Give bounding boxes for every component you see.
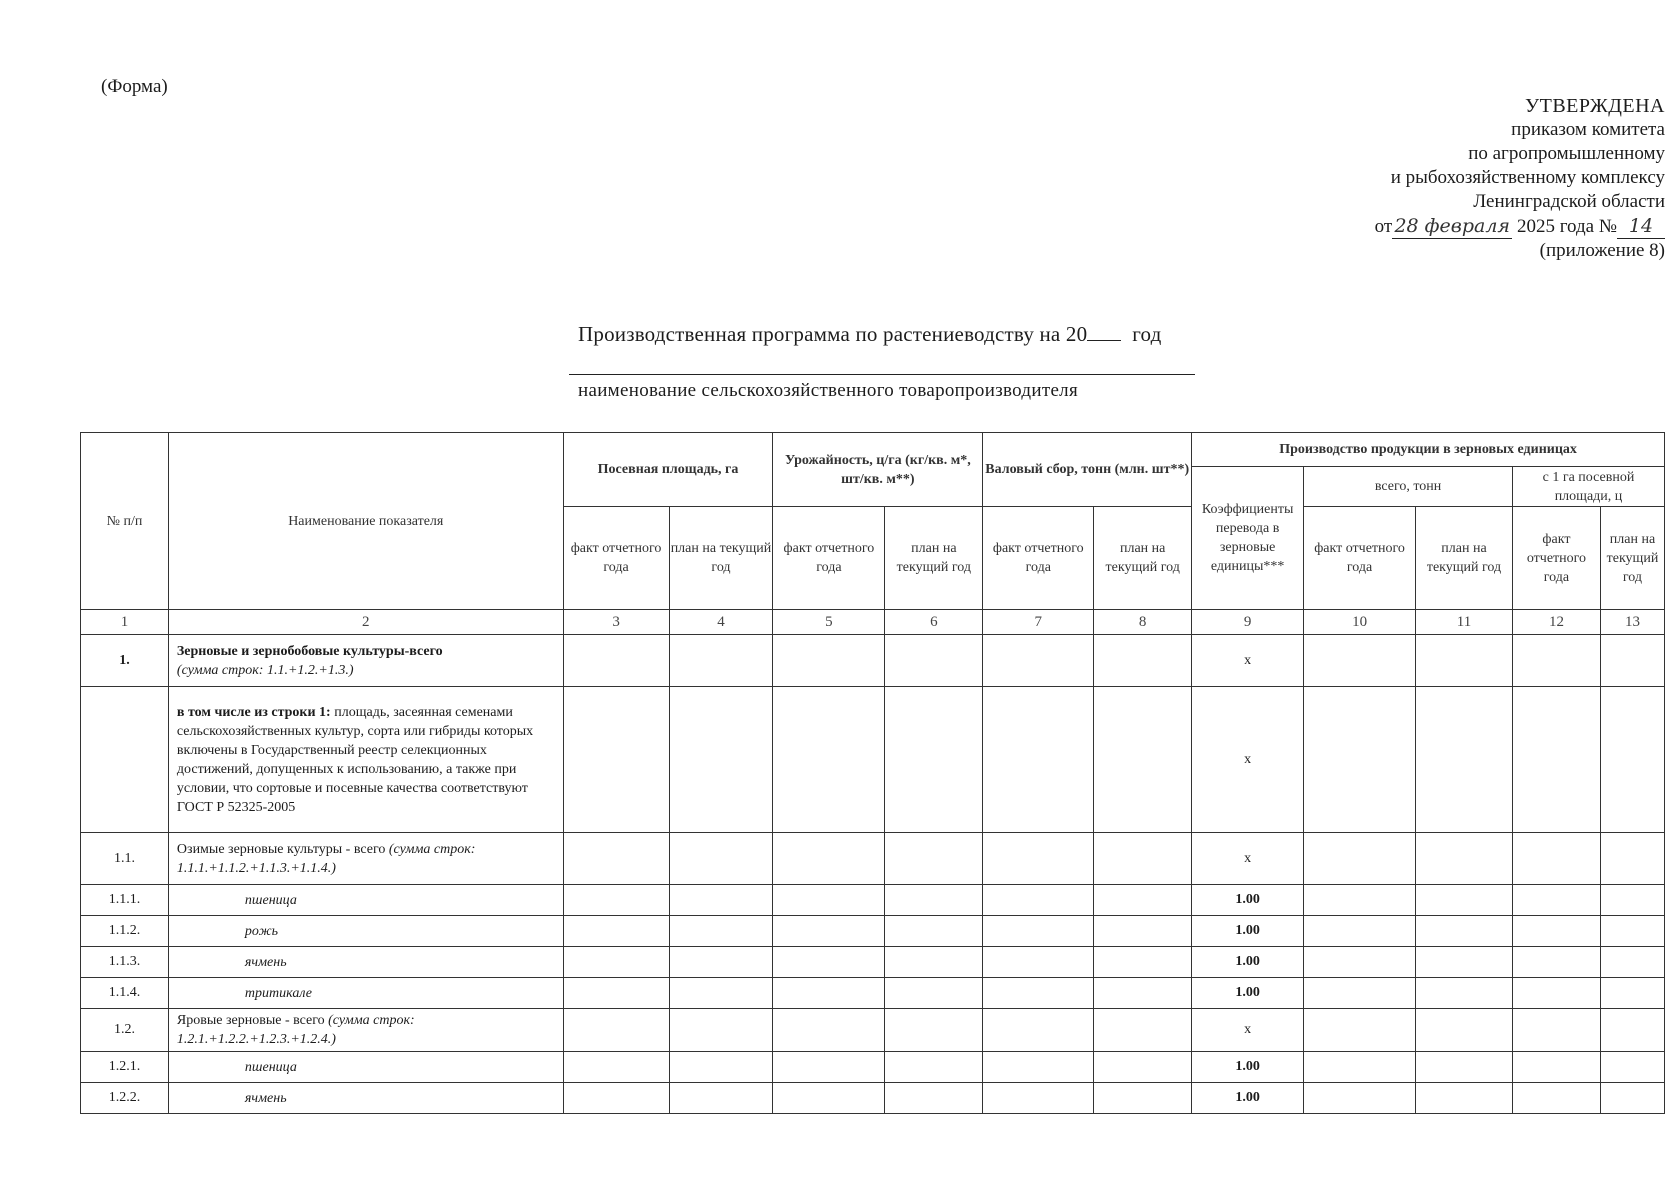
data-cell (1416, 916, 1513, 947)
column-number: 8 (1094, 610, 1192, 635)
appendix-label: (приложение 8) (1539, 240, 1665, 261)
data-cell (885, 635, 983, 687)
table-row (81, 1009, 1665, 1052)
name-italic: (сумма строк: 1.1.1.+1.1.2.+1.1.3.+1.1.4.) (176, 841, 476, 876)
data-cell (1416, 1083, 1513, 1114)
header-plan: план на текущий год (885, 507, 983, 610)
data-cell (983, 1083, 1094, 1114)
data-cell (885, 885, 983, 916)
data-cell (773, 635, 885, 687)
data-cell (1416, 1052, 1513, 1083)
data-cell (1600, 833, 1664, 885)
data-cell (983, 1009, 1094, 1052)
approval-stamp-block (1145, 94, 1665, 263)
data-cell (669, 947, 773, 978)
conversion-coefficient-cell: х (1192, 1009, 1304, 1052)
indicator-name (168, 833, 563, 885)
approval-line-1: приказом комитета (1511, 119, 1665, 140)
column-number: 13 (1600, 610, 1664, 635)
data-cell (1094, 1052, 1192, 1083)
data-cell (1416, 947, 1513, 978)
data-cell (1600, 687, 1664, 833)
row-number: 1.2.2. (81, 1083, 169, 1114)
name-bold: Зерновые и зернобобовые культуры-всего (176, 643, 443, 659)
name-ind: ячмень (244, 954, 287, 970)
approval-date-line (1145, 214, 1665, 239)
name-ind: пшеница (244, 1059, 297, 1075)
data-cell (1304, 687, 1416, 833)
data-cell (1094, 947, 1192, 978)
header-fact: факт отчетного года (1304, 507, 1416, 610)
data-cell (773, 885, 885, 916)
data-cell (563, 978, 669, 1009)
header-fact: факт отчетного года (1512, 507, 1600, 610)
data-cell (1304, 1052, 1416, 1083)
header-fact: факт отчетного года (983, 507, 1094, 610)
data-cell (669, 916, 773, 947)
data-cell (1600, 1083, 1664, 1114)
conversion-coefficient-cell: 1.00 (1192, 947, 1304, 978)
table-row (81, 635, 1665, 687)
data-cell (1094, 687, 1192, 833)
data-cell (1600, 978, 1664, 1009)
row-number: 1.1.1. (81, 885, 169, 916)
header-plan: план на текущий год (1094, 507, 1192, 610)
data-cell (669, 978, 773, 1009)
data-cell (1304, 978, 1416, 1009)
data-cell (983, 947, 1094, 978)
conversion-coefficient-cell: 1.00 (1192, 885, 1304, 916)
indicator-name (168, 916, 563, 947)
data-cell (983, 687, 1094, 833)
year-blank (1087, 326, 1121, 341)
header-conversion-coefficient: Коэффициенты перевода в зерновые единицы*** (1192, 467, 1304, 610)
data-cell (1304, 635, 1416, 687)
data-cell (1416, 885, 1513, 916)
header-total-tonnes: всего, тонн (1304, 467, 1513, 507)
data-cell (1304, 885, 1416, 916)
conversion-coefficient-cell: 1.00 (1192, 1052, 1304, 1083)
indicator-name (168, 885, 563, 916)
data-cell (773, 916, 885, 947)
producer-name-line (569, 374, 1195, 375)
data-cell (773, 978, 885, 1009)
data-cell (1416, 833, 1513, 885)
name-plain: Озимые зерновые культуры - всего (176, 841, 389, 857)
data-cell (1600, 1052, 1664, 1083)
name-ind: ячмень (244, 1090, 287, 1106)
data-cell (1600, 916, 1664, 947)
data-cell (885, 978, 983, 1009)
row-number: 1.1.4. (81, 978, 169, 1009)
data-cell (1094, 833, 1192, 885)
data-cell (669, 1083, 773, 1114)
conversion-coefficient-cell: х (1192, 687, 1304, 833)
column-number: 6 (885, 610, 983, 635)
header-indicator-name: Наименование показателя (168, 433, 563, 610)
indicator-name (168, 1083, 563, 1114)
header-fact: факт отчетного года (563, 507, 669, 610)
data-cell (1416, 978, 1513, 1009)
year-text: 2025 года № (1516, 216, 1617, 237)
data-cell (1600, 1009, 1664, 1052)
data-cell (773, 947, 885, 978)
form-label: (Форма) (101, 76, 168, 97)
column-number: 5 (773, 610, 885, 635)
data-cell (1512, 1009, 1600, 1052)
data-cell (563, 1052, 669, 1083)
row-number: 1. (81, 635, 169, 687)
header-row-number: № п/п (81, 433, 169, 610)
data-cell (1304, 1083, 1416, 1114)
data-cell (1094, 1083, 1192, 1114)
data-cell (1512, 885, 1600, 916)
data-cell (773, 833, 885, 885)
data-cell (1304, 947, 1416, 978)
data-cell (983, 916, 1094, 947)
data-cell (563, 1009, 669, 1052)
conversion-coefficient-cell: х (1192, 635, 1304, 687)
data-cell (1304, 833, 1416, 885)
data-cell (1512, 947, 1600, 978)
data-cell (1094, 978, 1192, 1009)
indicator-name (168, 1052, 563, 1083)
table-row (81, 833, 1665, 885)
data-cell (1304, 1009, 1416, 1052)
row-number: 1.1.2. (81, 916, 169, 947)
row-number: 1.2.1. (81, 1052, 169, 1083)
data-cell (1416, 687, 1513, 833)
indicator-name (168, 1009, 563, 1052)
name-italic: (сумма строк: 1.2.1.+1.2.2.+1.2.3.+1.2.4.) (176, 1013, 415, 1047)
column-number: 1 (81, 610, 169, 635)
name-ind: рожь (244, 923, 278, 939)
document-title (578, 322, 1161, 347)
data-cell (563, 885, 669, 916)
data-cell (563, 635, 669, 687)
title-suffix: год (1132, 322, 1162, 346)
data-cell (1600, 885, 1664, 916)
data-cell (1094, 635, 1192, 687)
data-cell (563, 1083, 669, 1114)
name-ind: тритикале (244, 985, 313, 1001)
data-cell (669, 885, 773, 916)
data-cell (1600, 947, 1664, 978)
data-cell (563, 833, 669, 885)
header-plan: план на текущий год (1416, 507, 1513, 610)
table-row (81, 978, 1665, 1009)
table-row (81, 916, 1665, 947)
header-plan: план на текущий год (669, 507, 773, 610)
production-program-table (80, 432, 1665, 1114)
data-cell (669, 1009, 773, 1052)
column-number: 11 (1416, 610, 1513, 635)
name-rest: площадь, засеянная семенами сельскохозяйственных культур, сорта или гибриды которых включены в Государственный реестр селекционных достижений, допущенных к использованию, а также при условии, что сортовые и посевные качества соответствуют ГОСТ Р 52325-2005 (176, 704, 534, 815)
indicator-name (168, 947, 563, 978)
data-cell (773, 1052, 885, 1083)
producer-name-caption: наименование сельскохозяйственного товаропроизводителя (578, 380, 1078, 401)
data-cell (885, 1009, 983, 1052)
row-number: 1.2. (81, 1009, 169, 1052)
data-cell (1416, 635, 1513, 687)
name-bold: в том числе из строки 1: (176, 704, 331, 720)
data-cell (885, 687, 983, 833)
data-cell (1512, 833, 1600, 885)
data-cell (773, 1009, 885, 1052)
approval-heading: УТВЕРЖДЕНА (1524, 95, 1665, 117)
header-grain-units-production: Производство продукции в зерновых единицах (1192, 433, 1665, 467)
data-cell (1094, 885, 1192, 916)
header-fact: факт отчетного года (773, 507, 885, 610)
row-number: 1.1.3. (81, 947, 169, 978)
data-cell (669, 635, 773, 687)
data-cell (773, 1083, 885, 1114)
data-cell (1304, 916, 1416, 947)
data-cell (563, 687, 669, 833)
indicator-name (168, 978, 563, 1009)
data-cell (1512, 1052, 1600, 1083)
handwritten-date: 28 февраля (1392, 214, 1512, 239)
data-cell (773, 687, 885, 833)
data-cell (669, 1052, 773, 1083)
column-number: 7 (983, 610, 1094, 635)
data-cell (1512, 635, 1600, 687)
date-prefix: от (1374, 216, 1393, 237)
data-cell (885, 947, 983, 978)
conversion-coefficient-cell: х (1192, 833, 1304, 885)
data-cell (885, 1083, 983, 1114)
data-cell (1512, 687, 1600, 833)
column-number: 12 (1512, 610, 1600, 635)
handwritten-order-number: 14 (1617, 214, 1665, 239)
table-row (81, 947, 1665, 978)
row-number (81, 687, 169, 833)
data-cell (1512, 978, 1600, 1009)
column-number: 4 (669, 610, 773, 635)
indicator-name (168, 687, 563, 833)
data-cell (1512, 916, 1600, 947)
name-ind: пшеница (244, 892, 297, 908)
data-cell (983, 635, 1094, 687)
header-yield: Урожайность, ц/га (кг/кв. м*, шт/кв. м**) (773, 433, 983, 507)
data-cell (1416, 1009, 1513, 1052)
row-number: 1.1. (81, 833, 169, 885)
table-row (81, 1083, 1665, 1114)
approval-line-3: и рыбохозяйственному комплексу (1390, 167, 1665, 188)
column-number: 2 (168, 610, 563, 635)
header-plan: план на текущий год (1600, 507, 1664, 610)
approval-line-2: по агропромышленному (1468, 143, 1665, 164)
name-italic: (сумма строк: 1.1.+1.2.+1.3.) (176, 662, 354, 678)
header-sown-area: Посевная площадь, га (563, 433, 773, 507)
conversion-coefficient-cell: 1.00 (1192, 916, 1304, 947)
data-cell (983, 978, 1094, 1009)
column-number: 3 (563, 610, 669, 635)
conversion-coefficient-cell: 1.00 (1192, 978, 1304, 1009)
approval-line-4: Ленинградской области (1473, 191, 1665, 212)
data-cell (669, 687, 773, 833)
header-per-hectare: с 1 га посевной площади, ц (1512, 467, 1664, 507)
name-plain: Яровые зерновые - всего (176, 1013, 329, 1028)
data-cell (563, 916, 669, 947)
data-cell (885, 1052, 983, 1083)
data-cell (885, 833, 983, 885)
column-number: 10 (1304, 610, 1416, 635)
column-number-row (81, 610, 1665, 635)
indicator-name (168, 635, 563, 687)
column-number: 9 (1192, 610, 1304, 635)
data-cell (1600, 635, 1664, 687)
data-cell (1094, 916, 1192, 947)
data-cell (983, 833, 1094, 885)
data-cell (563, 947, 669, 978)
table-row (81, 1052, 1665, 1083)
data-cell (983, 885, 1094, 916)
title-prefix: Производственная программа по растениеводству на 20 (578, 322, 1088, 346)
table-row (81, 885, 1665, 916)
header-gross-harvest: Валовый сбор, тонн (млн. шт**) (983, 433, 1192, 507)
conversion-coefficient-cell: 1.00 (1192, 1083, 1304, 1114)
data-cell (983, 1052, 1094, 1083)
table-row (81, 687, 1665, 833)
data-cell (1094, 1009, 1192, 1052)
data-cell (669, 833, 773, 885)
data-cell (885, 916, 983, 947)
data-cell (1512, 1083, 1600, 1114)
